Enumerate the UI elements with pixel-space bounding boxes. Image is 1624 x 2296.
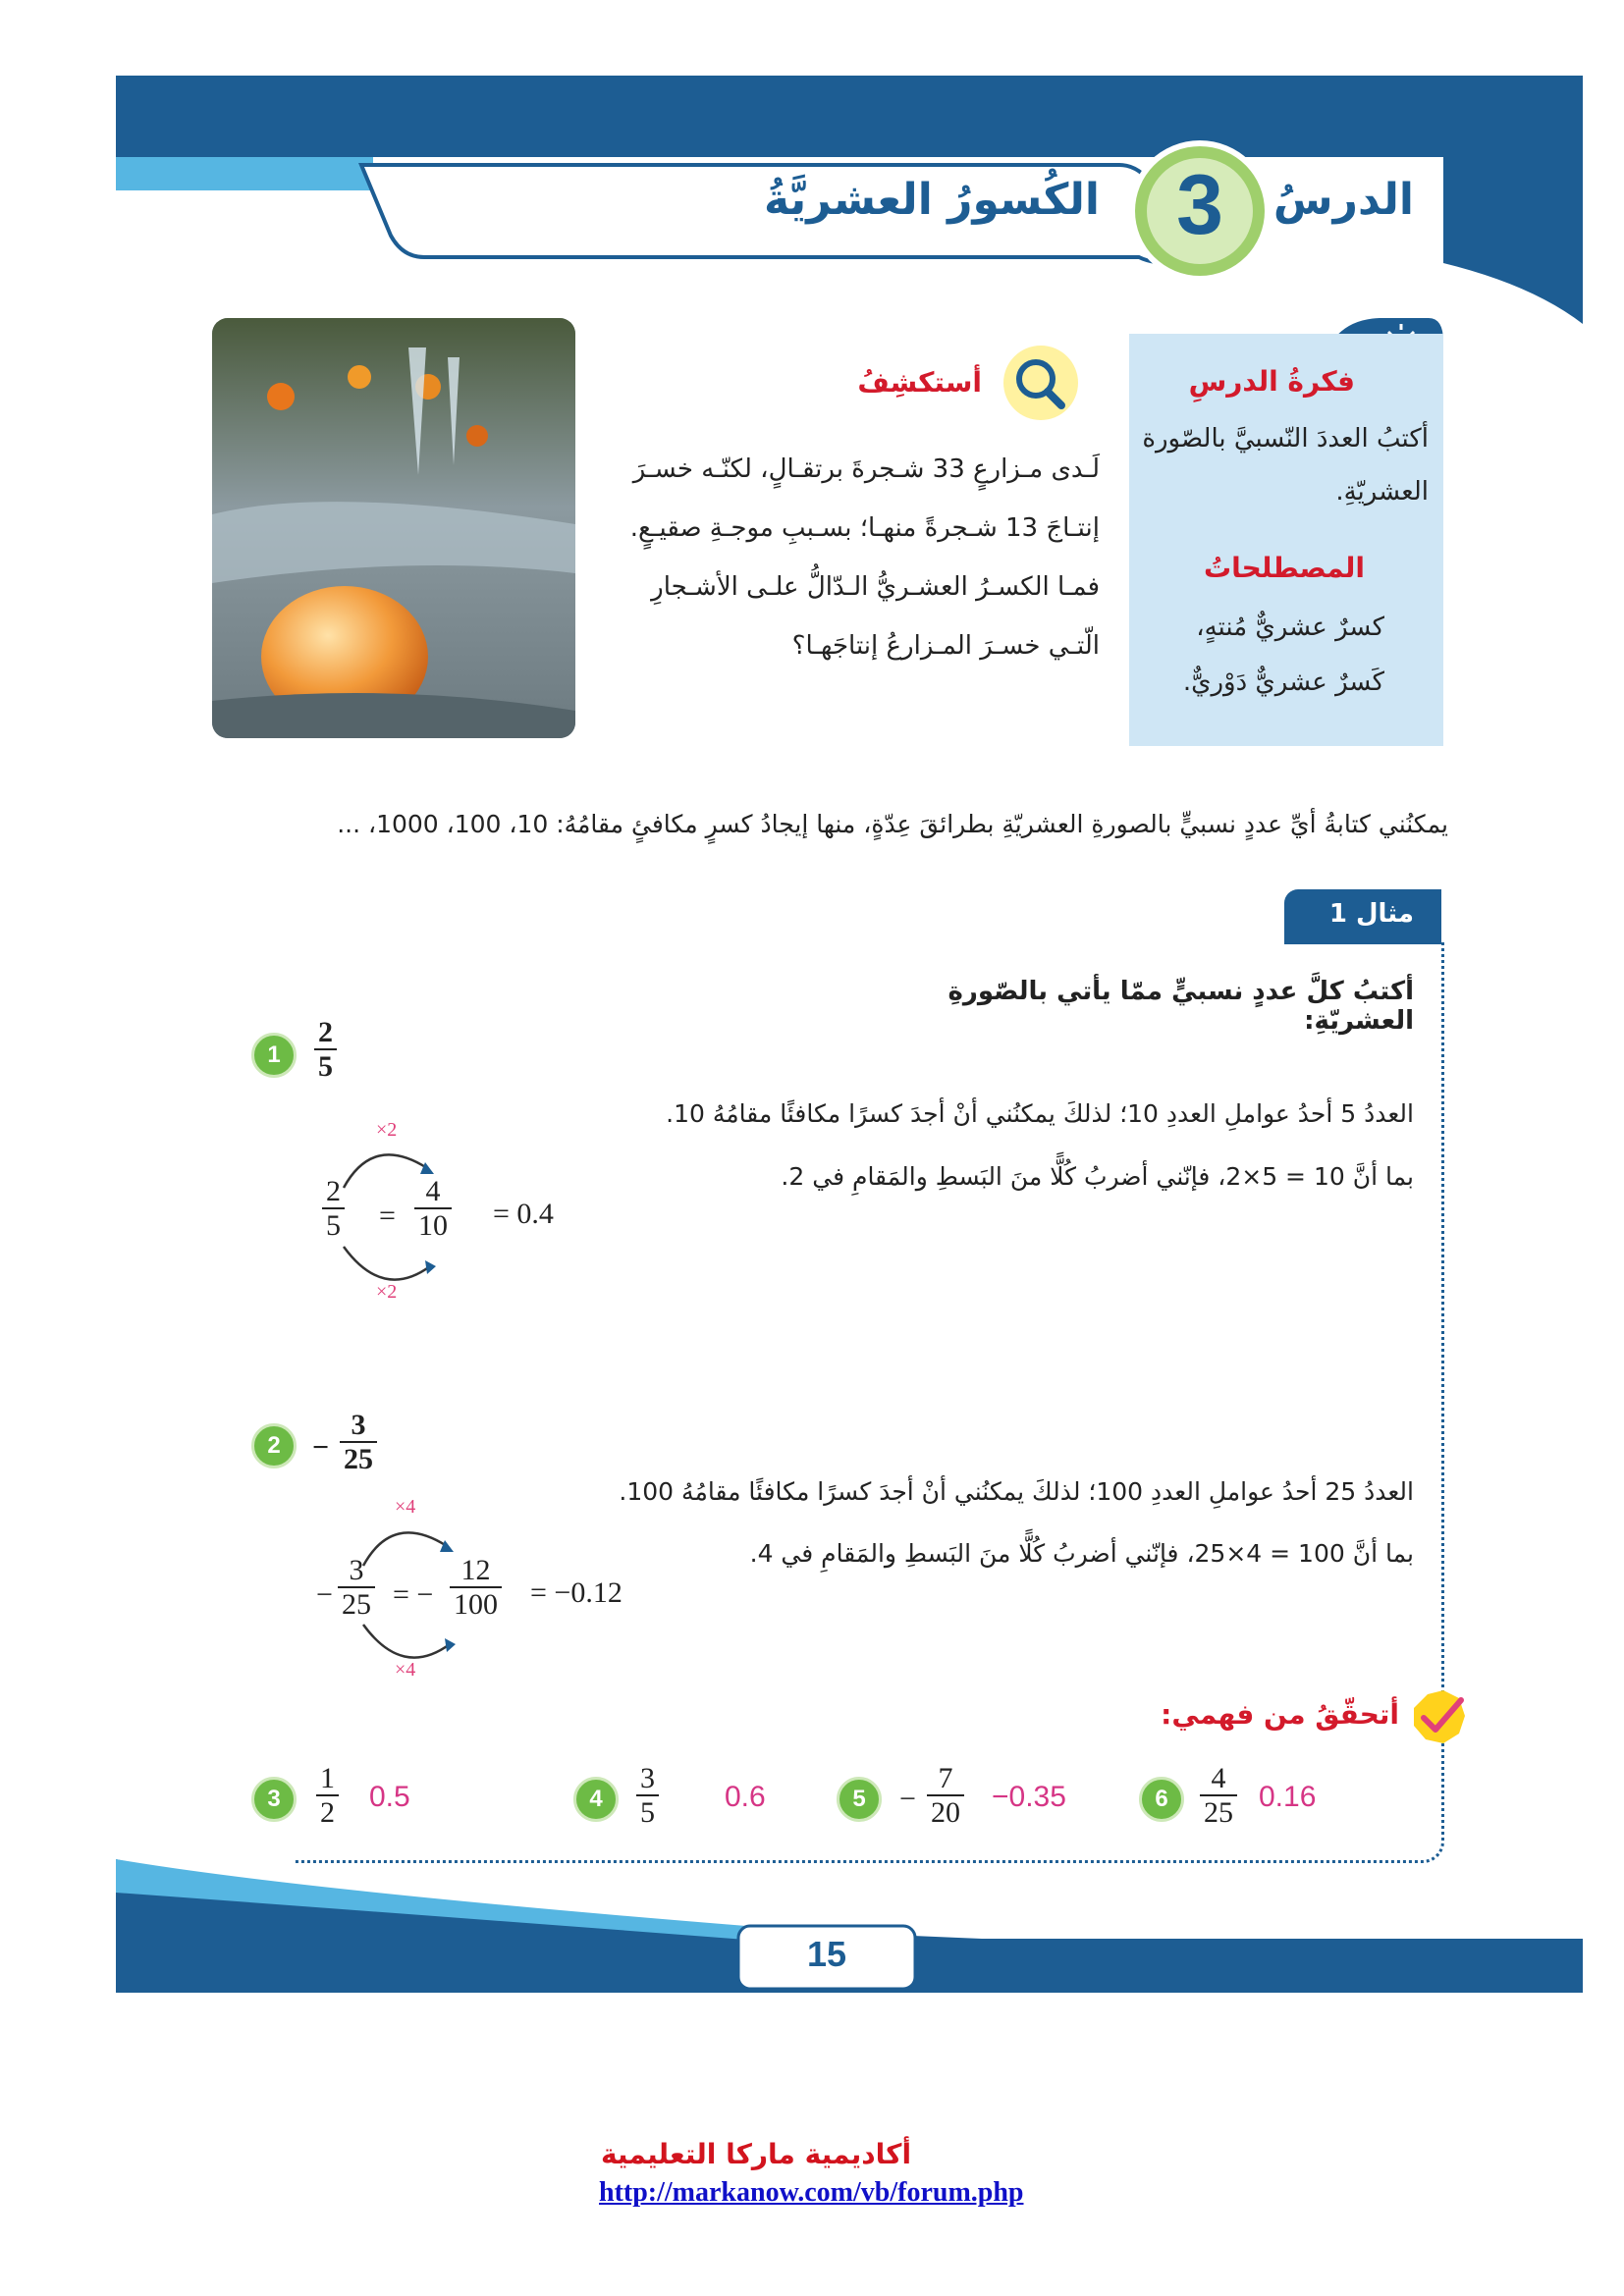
equals-sign: = (379, 1200, 396, 1232)
idea-title: فكرةُ الدرسِ (1188, 365, 1355, 398)
item-1-line-2: بما أنَّ 10 = 5×2، فإنّني أضربُ كُلًّا منَ البَسطِ والمَقامِ في 2. (781, 1162, 1414, 1191)
example-question: أكتبُ كلَّ عددٍ نسبيٍّ ممّا يأتي بالصّورةِ العشريّةِ: (947, 977, 1414, 1036)
multiplier-bottom: ×2 (376, 1281, 398, 1303)
explore-text: لَـدى مـزارعٍ 33 شـجرةَ برتقـالٍ، لكنّـه خسـرَ إنتـاجَ 13 شـجرةً منهـا؛ بسـببِ موجـةِ صقيـعٍ. فمـا الكسـرُ العشـريُّ الـدّالُّ علـى الأشـجارِ الّتـي خسـرَ المـزارعُ إنتاجَهـا؟ (629, 454, 1100, 661)
check-title: أتحقّقُ من فهمي: (1161, 1698, 1399, 1731)
term-1: كسرٌ عشريٌّ مُنتهٍ، (1196, 613, 1384, 642)
check-fraction: $\frac{7}{20}$ (927, 1763, 964, 1829)
lesson-number: 3 (1176, 158, 1223, 252)
magnifier-icon (997, 344, 1085, 422)
intro-text: يمكنُني كتابةُ أيِّ عددٍ نسبيٍّ بالصورةِ العشريّةِ بطرائقَ عِدّةٍ، منها إيجادُ كسرٍ مكافئٍ مقامُهُ: 10، 100، 1000، ... (337, 810, 1448, 838)
multiplier-top: ×2 (376, 1119, 398, 1141)
checkmark-badge-icon (1406, 1688, 1475, 1749)
equals-minus: = − (393, 1578, 434, 1611)
check-answer: 0.6 (725, 1781, 766, 1813)
forum-link[interactable]: http://markanow.com/vb/forum.php (599, 2177, 1024, 2208)
item-number-circle: 5 (837, 1777, 882, 1822)
item-1-equivalent-fraction: $\frac{4}{10}$ (414, 1176, 452, 1242)
item-number-circle: 4 (573, 1777, 619, 1822)
item-number-circle: 3 (251, 1777, 297, 1822)
page-number: 15 (806, 1934, 847, 1974)
footer-banner (0, 1845, 1624, 2002)
check-fraction: $\frac{1}{2}$ (316, 1763, 339, 1829)
check-fraction: $\frac{3}{5}$ (636, 1763, 659, 1829)
check-fraction: $\frac{4}{25}$ (1200, 1763, 1237, 1829)
item-2-original-fraction: $\frac{3}{25}$ (338, 1555, 375, 1621)
item-2-result: = −0.12 (530, 1576, 623, 1609)
lesson-label: الدرسُ (1272, 175, 1414, 225)
minus-sign: − (899, 1783, 916, 1815)
minus-sign: − (312, 1431, 330, 1464)
idea-text: أكتبُ العددَ النّسبيَّ بالصّورة العشريّةِ. (1142, 424, 1429, 507)
item-1-fraction: $\frac{2}{5}$ (314, 1017, 337, 1083)
item-2-line-1: العددُ 25 أحدُ عواملِ العددِ 100؛ لذلكَ يمكنُني أنْ أجدَ كسرًا مكافئًا مقامُهُ 100. (619, 1477, 1414, 1506)
example-tab-label: مثال 1 (1328, 899, 1414, 929)
item-1-original-fraction: $\frac{2}{5}$ (322, 1176, 345, 1242)
item-number-circle: 6 (1139, 1777, 1184, 1822)
minus-sign: − (316, 1578, 333, 1611)
term-2: كَسرٌ عشريٌّ دَوْريٌّ. (1182, 667, 1384, 697)
item-number-circle: 1 (251, 1033, 297, 1078)
academy-name: أكاديمية ماركا التعليمية (600, 2138, 912, 2170)
check-answer: 0.16 (1259, 1781, 1317, 1813)
lesson-title: الكُسورُ العشريَّةُ (764, 175, 1100, 225)
header-banner (0, 0, 1624, 334)
item-1-line-1: العددُ 5 أحدُ عواملِ العددِ 10؛ لذلكَ يمكنُني أنْ أجدَ كسرًا مكافئًا مقامُهُ 10. (666, 1099, 1414, 1128)
explore-title: أستكشِفُ (857, 366, 982, 399)
item-2-line-2: بما أنَّ 100 = 4×25، فإنّني أضربُ كُلًّا منَ البَسطِ والمَقامِ في 4. (749, 1539, 1414, 1568)
item-2-equivalent-fraction: $\frac{12}{100}$ (450, 1555, 502, 1621)
multiplier-bottom: ×4 (395, 1659, 416, 1681)
item-1-result: = 0.4 (493, 1198, 554, 1230)
multiplier-top: ×4 (395, 1496, 416, 1518)
check-answer: 0.5 (369, 1781, 410, 1813)
terms-title: المصطلحاتُ (1203, 552, 1365, 584)
check-answer: −0.35 (992, 1781, 1066, 1813)
item-2-fraction: $\frac{3}{25}$ (340, 1410, 377, 1475)
item-number-circle: 2 (251, 1423, 297, 1468)
frozen-orange-photo (212, 318, 575, 738)
